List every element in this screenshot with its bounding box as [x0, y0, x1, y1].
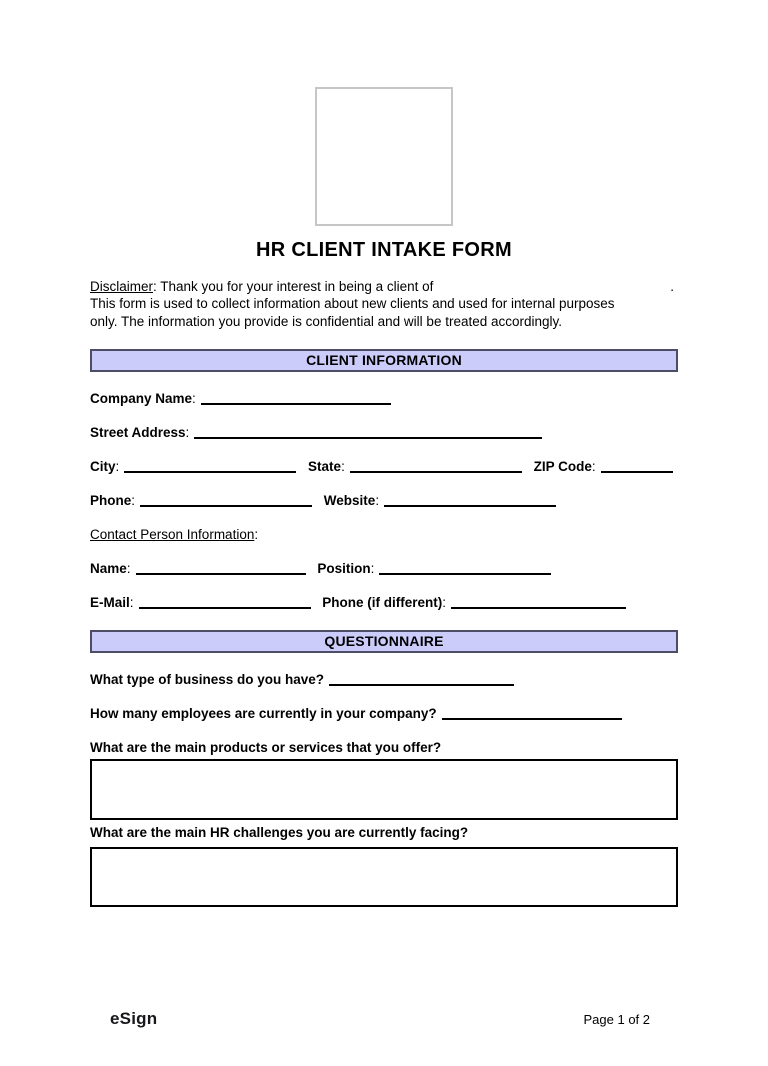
zip-code-blank[interactable] [601, 461, 673, 473]
position-label: Position [317, 560, 371, 576]
field-row-city-state-zip: City: State: ZIP Code: [90, 459, 678, 475]
position-blank[interactable] [379, 563, 551, 575]
email-blank[interactable] [139, 597, 311, 609]
name-blank[interactable] [136, 563, 306, 575]
page-number: Page 1 of 2 [583, 1012, 650, 1027]
disclaimer-end-period: . [670, 279, 674, 294]
disclaimer-label: Disclaimer [90, 279, 154, 294]
hr-challenges-answer-box[interactable] [90, 847, 678, 907]
business-type-question: What type of business do you have? [90, 671, 325, 687]
state-blank[interactable] [350, 461, 522, 473]
page-footer [110, 1009, 650, 1029]
logo-placeholder-box [315, 87, 453, 226]
email-label: E-Mail [90, 594, 130, 610]
document-page [90, 87, 678, 907]
section-header-questionnaire: QUESTIONNAIRE [90, 630, 678, 653]
field-row-street-address: Street Address: [90, 425, 678, 441]
company-name-label: Company Name [90, 390, 193, 406]
city-blank[interactable] [124, 461, 296, 473]
products-services-question: What are the main products or services that you offer? [90, 739, 442, 755]
question-row-products-services [90, 740, 678, 756]
disclaimer-line-3: only. The information you provide is confidential and will be treated accordingly. [90, 313, 563, 329]
company-name-blank[interactable] [201, 393, 391, 405]
question-row-employee-count [90, 706, 678, 722]
disclaimer-line-1 [90, 278, 678, 295]
website-blank[interactable] [384, 495, 556, 507]
field-row-email-phone: E-Mail: Phone (if different): [90, 595, 678, 611]
disclaimer-text: Disclaimer: Thank you for your interest in being a client of [90, 279, 434, 294]
field-row-company-name: Company Name: [90, 391, 678, 407]
section-header-client-information: CLIENT INFORMATION [90, 349, 678, 372]
street-address-blank[interactable] [194, 427, 542, 439]
phone-if-different-blank[interactable] [451, 597, 626, 609]
city-label: City [90, 458, 116, 474]
website-label: Website [323, 492, 376, 508]
street-address-label: Street Address [90, 424, 186, 440]
employee-count-blank[interactable] [442, 708, 622, 720]
zip-code-label: ZIP Code [533, 458, 592, 474]
employee-count-question: How many employees are currently in your company? [90, 705, 437, 721]
question-row-business-type [90, 672, 678, 688]
esign-logo: eSign [110, 1009, 158, 1028]
business-type-blank[interactable] [329, 674, 514, 686]
contact-person-heading: Contact Person Information [90, 526, 255, 542]
phone-label: Phone [90, 492, 132, 508]
disclaimer-line-2: This form is used to collect information about new clients and used for internal purposes [90, 296, 615, 312]
phone-if-different-label: Phone (if different) [322, 594, 443, 610]
name-label: Name [90, 560, 127, 576]
field-row-phone-website: Phone: Website: [90, 493, 678, 509]
phone-blank[interactable] [140, 495, 312, 507]
hr-challenges-question: What are the main HR challenges you are currently facing? [90, 824, 469, 840]
question-row-hr-challenges [90, 825, 678, 841]
state-label: State [308, 458, 342, 474]
contact-person-heading-row: Contact Person Information: [90, 526, 259, 542]
disclaimer-paragraph [90, 278, 678, 330]
page-title: HR CLIENT INTAKE FORM [256, 239, 512, 261]
field-row-name-position: Name: Position: [90, 561, 678, 577]
products-services-answer-box[interactable] [90, 759, 678, 820]
